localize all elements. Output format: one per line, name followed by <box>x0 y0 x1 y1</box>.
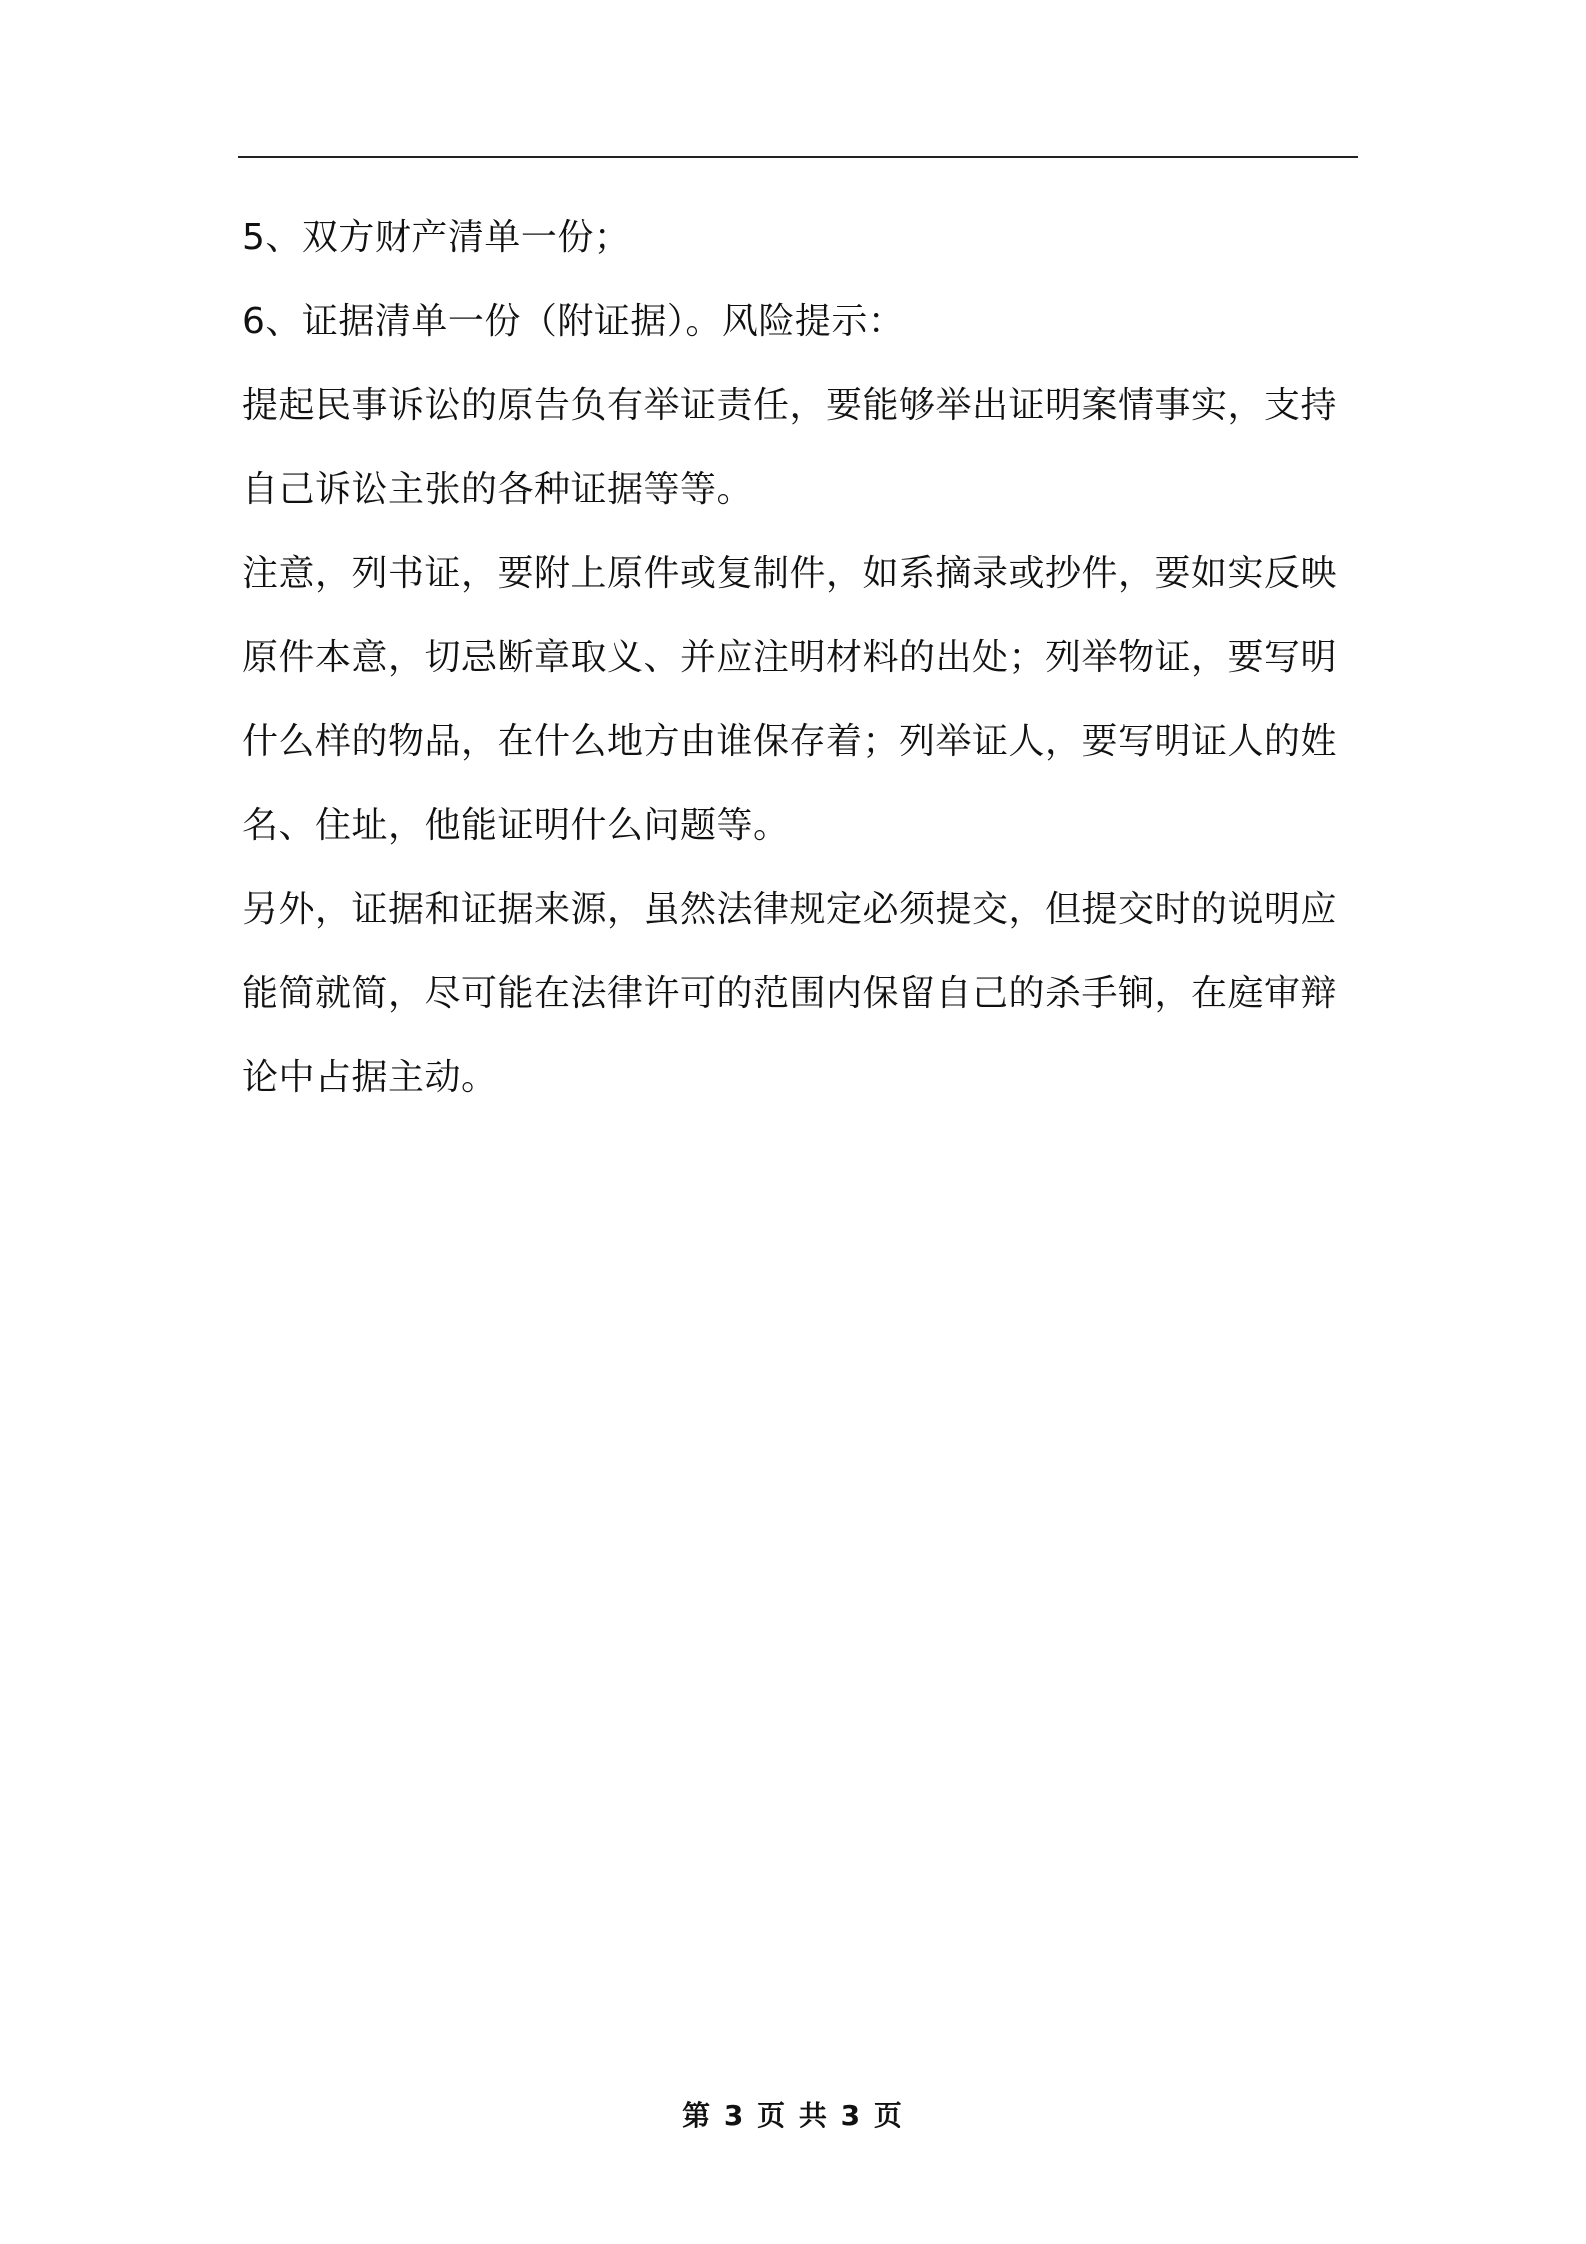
paragraph-line: 名、住址，他能证明什么问题等。 <box>242 805 790 846</box>
paragraph-line: 能简就简，尽可能在法律许可的范围内保留自己的杀手锏，在庭审辩 <box>242 973 1338 1014</box>
list-item-property-list: 5、双方财产清单一份； <box>242 217 631 258</box>
paragraph-line: 注意，列书证，要附上原件或复制件，如系摘录或抄件，要如实反映 <box>242 553 1338 594</box>
paragraph-line: 原件本意，切忌断章取义、并应注明材料的出处；列举物证，要写明 <box>242 637 1338 678</box>
paragraph-line: 论中占据主动。 <box>242 1057 498 1098</box>
paragraph-line: 另外，证据和证据来源，虽然法律规定必须提交，但提交时的说明应 <box>242 889 1338 930</box>
list-item-evidence-list: 6、证据清单一份（附证据）。风险提示： <box>242 301 905 342</box>
document-body <box>242 196 1360 1120</box>
paragraph-line: 提起民事诉讼的原告负有举证责任，要能够举出证明案情事实，支持 <box>242 385 1338 426</box>
header-divider <box>238 156 1358 158</box>
page-number: 第 3 页 共 3 页 <box>682 2099 904 2132</box>
paragraph-line: 自己诉讼主张的各种证据等等。 <box>242 469 754 510</box>
paragraph-line: 什么样的物品，在什么地方由谁保存着；列举证人，要写明证人的姓 <box>242 721 1338 762</box>
